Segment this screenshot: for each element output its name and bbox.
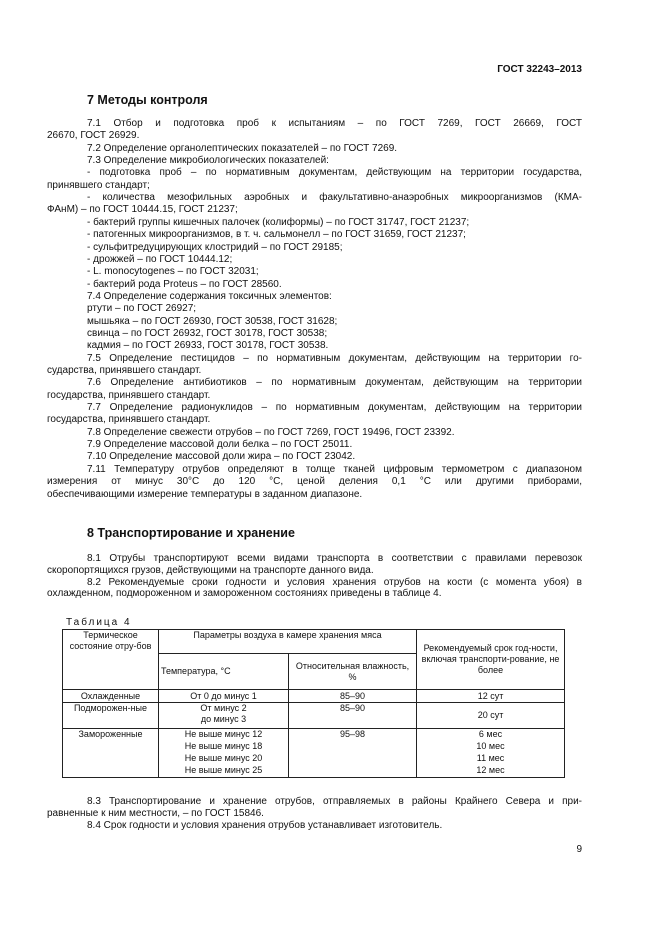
text-line: мышьяка – по ГОСТ 26930, ГОСТ 30538, ГОСТ 31628; [87,315,338,327]
text-line: охлажденном, подмороженном и замороженном состояниях приведены в таблице 4. [47,588,442,600]
shelf-cell: 6 мес 10 мес 11 мес 12 мес [417,729,565,778]
text-line: 7.6 Определение антибиотиков – по нормативным документам, действующим на территории [87,377,582,389]
header-state: Термическое состояние отру-бов [63,630,159,690]
text-line: - бактерий рода Proteus – по ГОСТ 28560. [87,278,282,290]
temperature-cell: От минус 2 до минус 3 [159,703,289,729]
state-cell: Подморожен-ные [63,703,159,729]
document-id-header: ГОСТ 32243–2013 [497,64,582,75]
header-air-params: Параметры воздуха в камере хранения мяса [159,630,417,654]
text-line: 7.2 Определение органолептических показателей – по ГОСТ 7269. [87,142,398,154]
header-temperature: Температура, °С [159,654,289,690]
table-row-frozen [63,729,565,778]
text-line: государства, принявшего стандарт. [47,389,211,401]
text-line: - патогенных микроорганизмов, в т. ч. сальмонелл – по ГОСТ 31659, ГОСТ 21237; [87,229,466,241]
text-line: 7.8 Определение свежести отрубов – по ГОСТ 7269, ГОСТ 19496, ГОСТ 23392. [87,426,455,438]
text-line: - подготовка проб – по нормативным документам, действующим на территории государства, [87,167,582,179]
text-line: свинца – по ГОСТ 26932, ГОСТ 30178, ГОСТ 30538; [87,327,328,339]
temperature-cell: От 0 до минус 1 [159,690,289,703]
text-line: ртути – по ГОСТ 26927; [87,303,197,315]
section-7-heading: 7 Методы контроля [87,93,208,107]
text-line: 7.5 Определение пестицидов – по нормативным документам, действующим на территории го- [87,352,582,364]
page-number: 9 [576,844,582,855]
shelf-cell: 20 сут [417,703,565,729]
text-line: обеспечивающими измерение температуры в заданном диапазоне. [47,488,363,500]
text-line: 8.1 Отрубы транспортируют всеми видами транспорта в соответствии с правилами перевозок [87,553,582,564]
text-line: - сульфитредуцирующих клостридий – по ГОСТ 29185; [87,241,343,253]
header-shelf-life: Рекомендуемый срок год-ности, включая транспорти-рование, не более [417,630,565,690]
humidity-cell: 95–98 [289,729,417,778]
text-line: 8.2 Рекомендуемые сроки годности и условия хранения отрубов на кости (с момента убоя) в [87,576,582,588]
text-line: 8.4 Срок годности и условия хранения отрубов устанавливает изготовитель. [87,820,443,832]
shelf-cell: 12 сут [417,690,565,703]
state-cell: Охлажденные [63,690,159,703]
text-line: ФАнМ) – по ГОСТ 10444.15, ГОСТ 21237; [47,204,238,216]
text-line: государства, принявшего стандарт. [47,414,211,426]
text-line: - количества мезофильных аэробных и факультативно-анаэробных микроорганизмов (КМА- [87,192,582,204]
table-4 [62,629,565,778]
text-line: сударства, принявшего стандарт. [47,365,202,376]
table-row-chilled [63,690,565,703]
text-line: 7.11 Температуру отрубов определяют в толще тканей цифровым термометром с диапазоном [87,463,582,475]
text-line: - дрожжей – по ГОСТ 10444.12; [87,253,233,265]
table-row-subfrozen [63,703,565,729]
text-line: 8.3 Транспортирование и хранение отрубов, отправляемых в районы Крайнего Севера и при- [87,796,582,807]
temperature-cell: Не выше минус 12 Не выше минус 18 Не выше минус 20 Не выше минус 25 [159,729,289,778]
text-line: 7.10 Определение массовой доли жира – по ГОСТ 23042. [87,451,356,463]
section-8-heading: 8 Транспортирование и хранение [87,526,295,540]
header-humidity: Относительная влажность, % [289,654,417,690]
state-cell: Замороженные [63,729,159,778]
text-line: принявшего стандарт; [47,179,150,191]
text-line: 7.4 Определение содержания токсичных элементов: [87,290,332,302]
text-line: равненные к ним местности, – по ГОСТ 15846. [47,808,264,820]
table-4-caption: Таблица 4 [66,617,132,628]
text-line: 7.9 Определение массовой доли белка – по ГОСТ 25011. [87,439,353,451]
humidity-cell: 85–90 [289,703,417,729]
text-line: 7.7 Определение радионуклидов – по нормативным документам, действующим на территории [87,402,582,414]
text-line: кадмия – по ГОСТ 26933, ГОСТ 30178, ГОСТ 30538. [87,340,329,352]
text-line: 26670, ГОСТ 26929. [47,130,140,142]
text-line: измерения от минус 30°С до 120 °С, ценой деления 0,1 °С или другими приборами, [47,476,582,488]
text-line: - бактерий группы кишечных палочек (колиформы) – по ГОСТ 31747, ГОСТ 21237; [87,216,470,228]
text-line: 7.3 Определение микробиологических показателей: [87,155,329,167]
text-line: скоропортящихся грузов, действующими на транспорте данного вида. [47,564,374,576]
text-line: 7.1 Отбор и подготовка проб к испытаниям – по ГОСТ 7269, ГОСТ 26669, ГОСТ [87,118,582,129]
text-line: - L. monocytogenes – по ГОСТ 32031; [87,266,259,278]
humidity-cell: 85–90 [289,690,417,703]
